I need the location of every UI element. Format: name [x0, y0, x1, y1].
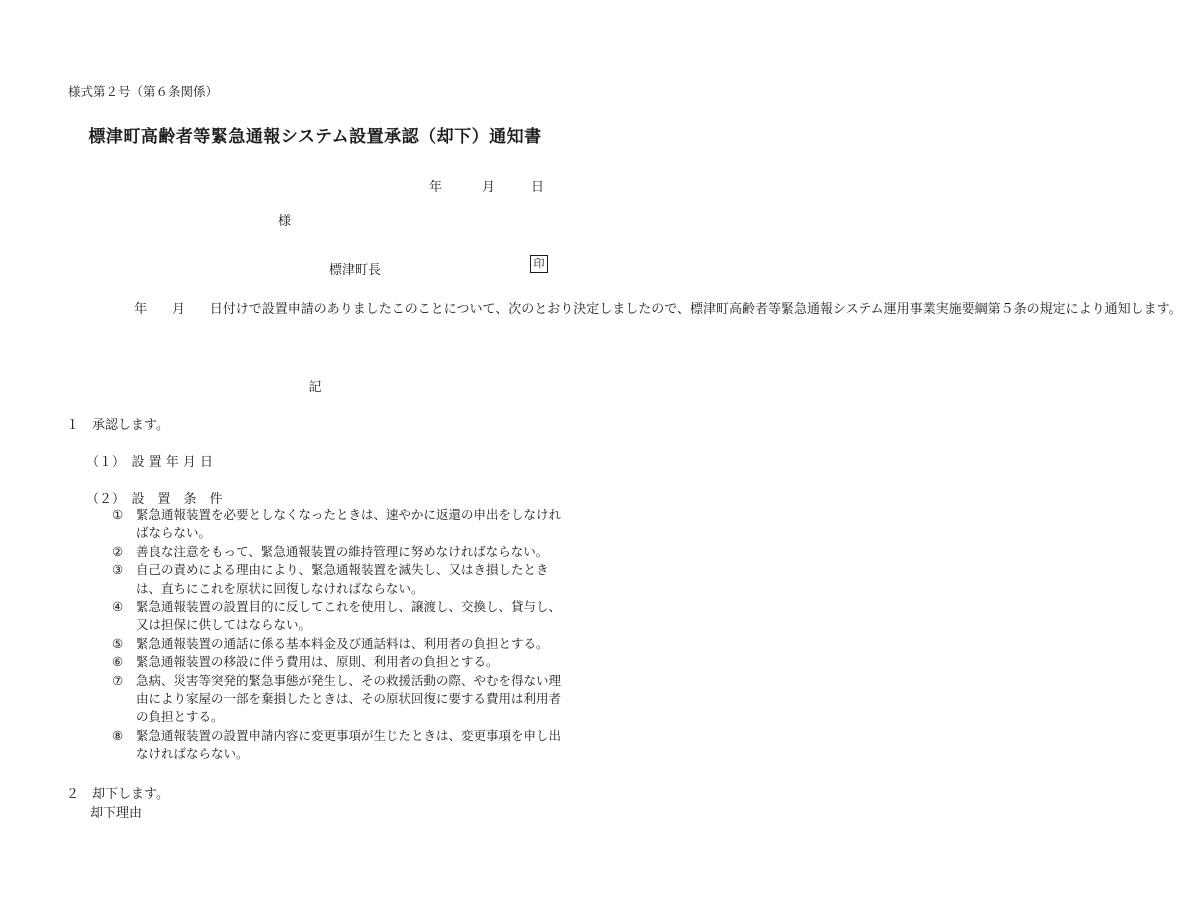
condition-text: 善良な注意をもって、緊急通報装置の維持管理に努めなければならない。 [136, 543, 549, 559]
condition-text: 緊急通報装置の移設に伴う費用は、原則、利用者の負担とする。 [136, 654, 499, 670]
addressee-suffix: 様 [278, 214, 292, 229]
install-date-label: （１） 設 置 年 月 日 [86, 455, 214, 470]
condition-number: ⑦ [112, 672, 124, 688]
seal-mark: 印 [530, 255, 548, 273]
condition-text: 緊急通報装置の通話に係る基本料金及び通話料は、利用者の負担とする。 [136, 635, 549, 651]
date-month-label: 月 [482, 180, 496, 195]
section-approve-label: １ 承認します。 [66, 418, 169, 433]
condition-item [112, 653, 572, 671]
install-conditions-label: （２） 設 置 条 件 [86, 492, 223, 507]
body-paragraph [68, 300, 1182, 320]
condition-item [112, 635, 572, 653]
condition-number: ⑧ [112, 727, 124, 743]
condition-item [112, 598, 572, 635]
condition-text: 自己の責めによる理由により、緊急通報装置を滅失し、又はき損したときは、直ちにこれを原状に回復しなければならない。 [136, 562, 549, 596]
condition-number: ① [112, 507, 124, 522]
condition-item [112, 727, 572, 764]
body-text: 日付けで設置申請のありましたこのことについて、次のとおり決定しましたので、標津町高齢者等緊急通報システム運用事業実施要綱第５条の規定により通知します。 [209, 302, 1182, 317]
condition-item [112, 561, 572, 598]
date-year-label: 年 [429, 180, 443, 195]
condition-number: ② [112, 543, 124, 559]
condition-number: ⑥ [112, 654, 124, 670]
condition-item [112, 543, 572, 561]
condition-text: 緊急通報装置の設置申請内容に変更事項が生じたときは、変更事項を申し出なければならない。 [136, 727, 562, 762]
document-title: 標津町高齢者等緊急通報システム設置承認（却下）通知書 [88, 127, 542, 147]
condition-item [112, 506, 572, 543]
condition-text: 緊急通報装置を必要としなくなったときは、速やかに返還の申出をしなければならない。 [136, 507, 562, 541]
section-reject-label: ２ 却下します。 [66, 787, 169, 802]
reject-reason-label: 却下理由 [90, 806, 143, 821]
condition-text: 緊急通報装置の設置目的に反してこれを使用し、譲渡し、交換し、貸与し、又は担保に供してはならない。 [136, 599, 562, 633]
body-year-label: 年 [134, 302, 148, 317]
condition-item [112, 672, 572, 727]
condition-number: ③ [112, 562, 124, 578]
issuer-name: 標津町長 [329, 263, 382, 278]
condition-text: 急病、災害等突発的緊急事態が発生し、その救援活動の際、やむを得ない理由により家屋の一部を棄損したときは、その原状回復に要する費用は利用者の負担とする。 [136, 672, 562, 725]
condition-number: ⑤ [112, 635, 124, 651]
body-month-label: 月 [171, 302, 185, 317]
date-day-label: 日 [531, 180, 545, 195]
form-number: 様式第２号（第６条関係） [68, 84, 219, 99]
conditions-list [112, 506, 572, 764]
ki-heading: 記 [308, 380, 322, 395]
condition-number: ④ [112, 599, 124, 615]
